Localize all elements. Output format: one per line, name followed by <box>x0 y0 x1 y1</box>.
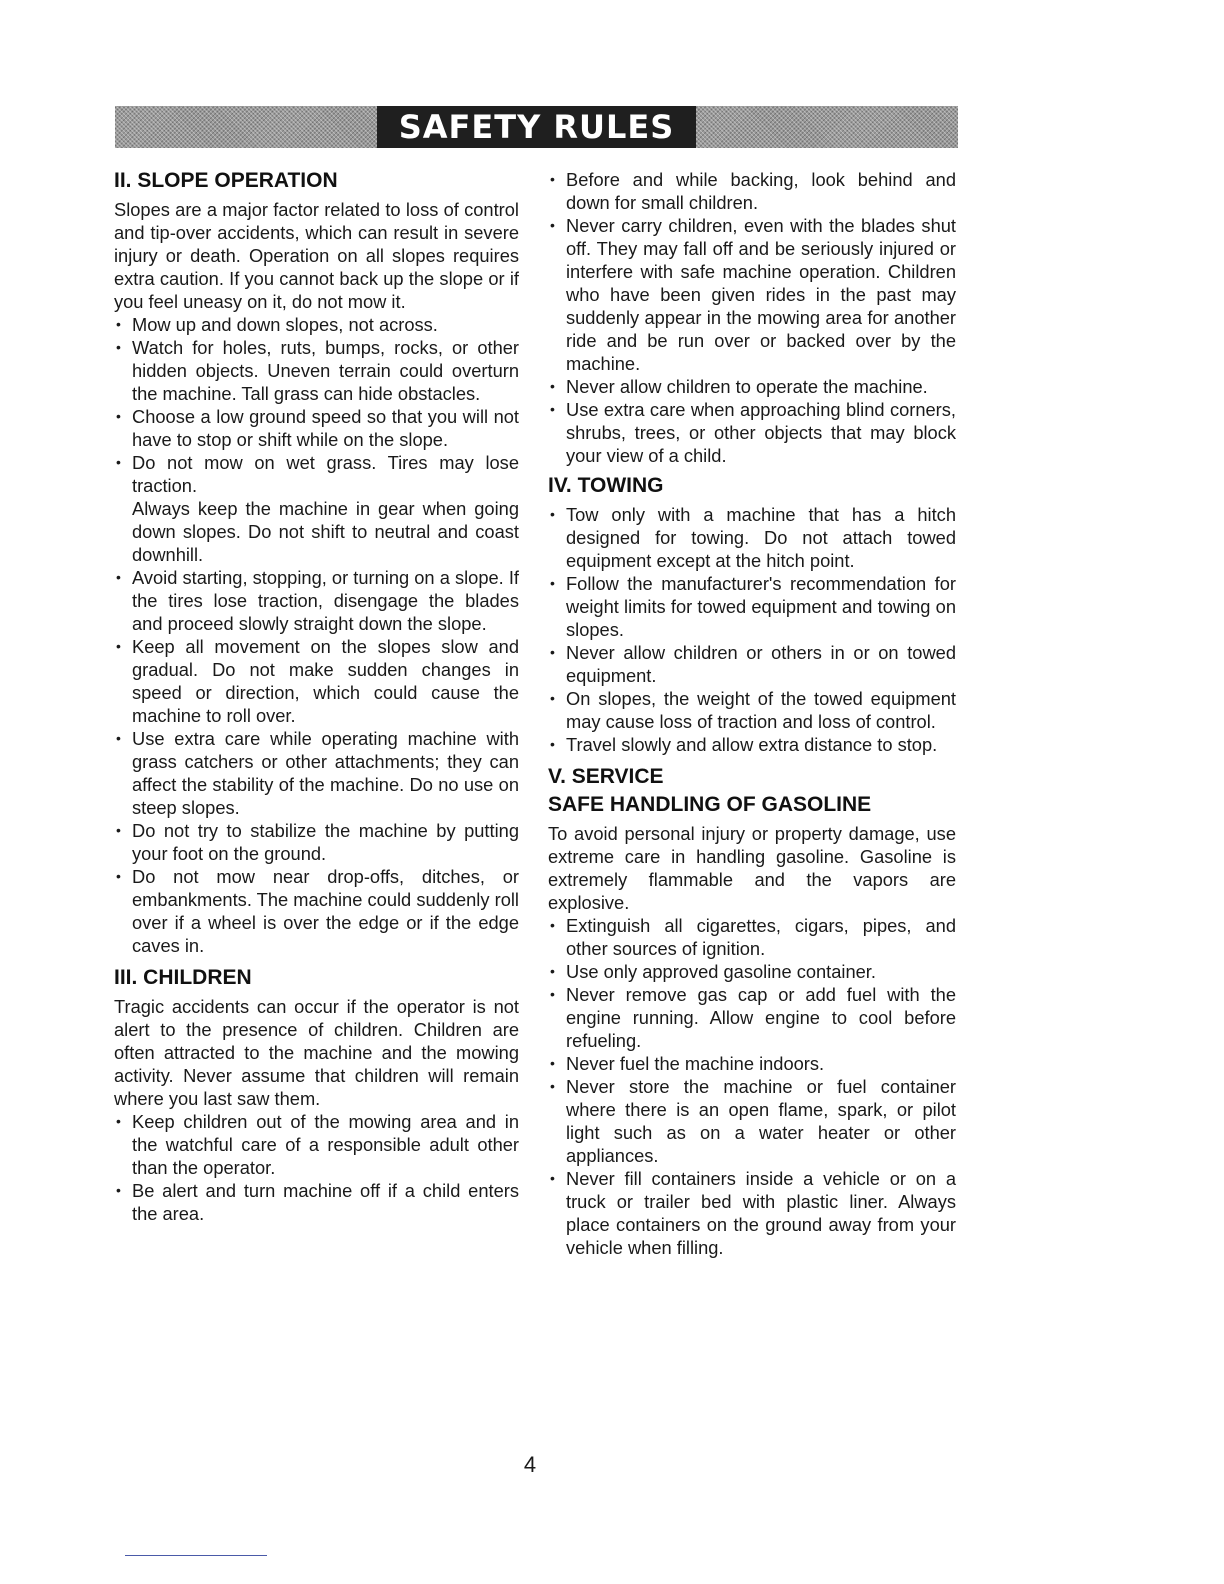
banner-title: SAFETY RULES <box>377 106 697 148</box>
right-column <box>548 168 956 1259</box>
list-item: • Keep children out of the mowing area and in the watchful care of a responsible adult other than the operator. <box>114 1110 519 1179</box>
list-item: • Never allow children to operate the machine. <box>548 375 956 398</box>
gasoline-subheading: SAFE HANDLING OF GASOLINE <box>548 793 872 816</box>
list-item: • Use only approved gasoline container. <box>548 960 956 983</box>
list-item: • Travel slowly and allow extra distance to stop. <box>548 733 956 756</box>
list-item: • Be alert and turn machine off if a child enters the area. <box>114 1179 519 1225</box>
children-rules-continued <box>548 168 956 467</box>
children-intro: Tragic accidents can occur if the operator is not alert to the presence of children. Children are often attracted to the machine and the mowing activity. Never assume that children will remain where you last saw them. <box>114 996 519 1109</box>
list-item: • Never carry children, even with the blades shut off. They may fall off and be seriously injured or interfere with safe machine operation. Children who have been given rides in the past may suddenly appear in the mowing area for another ride and be run over or backed over by the machine. <box>548 214 956 375</box>
list-item: • Keep all movement on the slopes slow and gradual. Do not make sudden changes in speed or direction, which could cause the machine to roll over. <box>114 635 519 727</box>
slope-rules-list <box>114 313 519 957</box>
gasoline-intro: To avoid personal injury or property damage, use extreme care in handling gasoline. Gasoline is extremely flammable and the vapors are explosive. <box>548 823 956 913</box>
list-item: • Use extra care while operating machine with grass catchers or other attachments; they can affect the stability of the machine. Do no use on steep slopes. <box>114 727 519 819</box>
list-item: • Extinguish all cigarettes, cigars, pipes, and other sources of ignition. <box>548 914 956 960</box>
left-column <box>114 168 519 1225</box>
list-item: • Before and while backing, look behind and down for small children. <box>548 168 956 214</box>
list-item: • Use extra care when approaching blind corners, shrubs, trees, or other objects that may block your view of a child. <box>548 398 956 467</box>
page-number: 4 <box>523 1452 537 1477</box>
list-item <box>114 451 519 566</box>
service-heading: V. SERVICE <box>548 765 664 788</box>
list-item: • Never fuel the machine indoors. <box>548 1052 956 1075</box>
slope-intro: Slopes are a major factor related to loss of control and tip-over accidents, which can result in severe injury or death. Operation on all slopes requires extra caution. If you cannot back up the slope or if you feel uneasy on it, do not mow it. <box>114 199 519 312</box>
list-item: • Mow up and down slopes, not across. <box>114 313 519 336</box>
list-item: • Never remove gas cap or add fuel with the engine running. Allow engine to cool before refueling. <box>548 983 956 1052</box>
list-item: • Never store the machine or fuel container where there is an open flame, spark, or pilot light such as on a water heater or other appliances. <box>548 1075 956 1167</box>
towing-heading: IV. TOWING <box>548 474 664 497</box>
wet-grass-rule: • Do not mow on wet grass. Tires may lose traction. <box>132 452 519 496</box>
children-rules-list <box>114 1110 519 1225</box>
list-item: • Choose a low ground speed so that you will not have to stop or shift while on the slope. <box>114 405 519 451</box>
list-item: • Do not mow near drop-offs, ditches, or embankments. The machine could suddenly roll over if a wheel is over the edge or if the edge caves in. <box>114 865 519 957</box>
list-item: • Never allow children or others in or on towed equipment. <box>548 641 956 687</box>
list-item: • Never fill containers inside a vehicle or on a truck or trailer bed with plastic liner. Always place containers on the ground away from your vehicle when filling. <box>548 1167 956 1259</box>
wet-grass-note: Always keep the machine in gear when going down slopes. Do not shift to neutral and coast downhill. <box>132 498 519 565</box>
footer-divider <box>125 1555 267 1556</box>
section-banner <box>115 106 958 148</box>
list-item: • On slopes, the weight of the towed equipment may cause loss of traction and loss of control. <box>548 687 956 733</box>
children-heading: III. CHILDREN <box>114 966 252 989</box>
list-item: • Do not try to stabilize the machine by putting your foot on the ground. <box>114 819 519 865</box>
list-item: • Tow only with a machine that has a hitch designed for towing. Do not attach towed equipment except at the hitch point. <box>548 503 956 572</box>
list-item: • Watch for holes, ruts, bumps, rocks, or other hidden objects. Uneven terrain could overturn the machine. Tall grass can hide obstacles. <box>114 336 519 405</box>
list-item: • Avoid starting, stopping, or turning on a slope. If the tires lose traction, disengage the blades and proceed slowly straight down the slope. <box>114 566 519 635</box>
slope-operation-heading: II. SLOPE OPERATION <box>114 169 338 192</box>
towing-rules-list <box>548 503 956 756</box>
gasoline-rules-list <box>548 914 956 1259</box>
list-item: • Follow the manufacturer's recommendation for weight limits for towed equipment and towing on slopes. <box>548 572 956 641</box>
